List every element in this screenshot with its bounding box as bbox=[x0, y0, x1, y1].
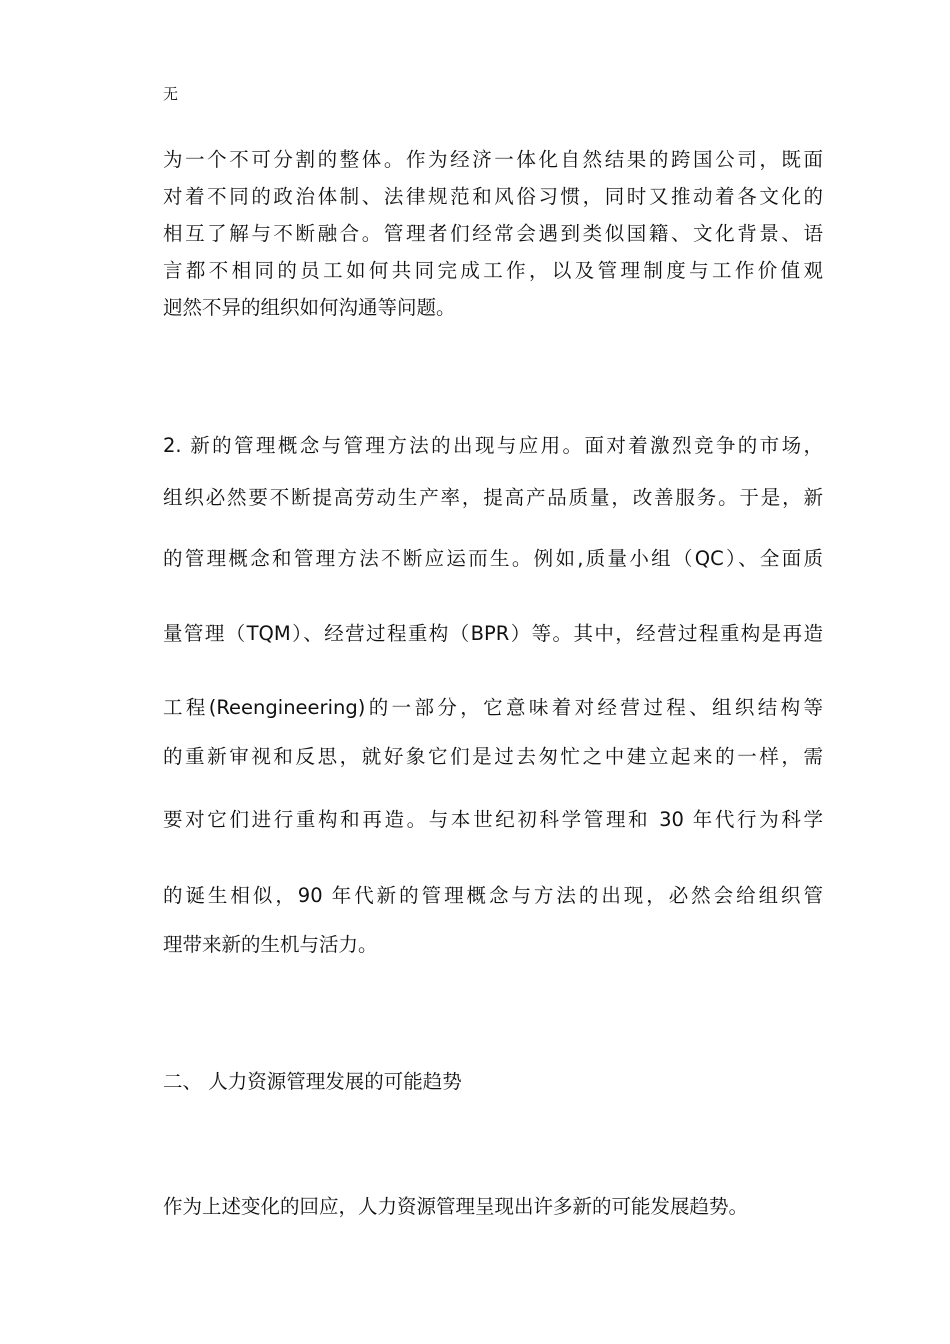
page-header: 无 bbox=[163, 85, 179, 103]
paragraph-3: 作为上述变化的回应，人力资源管理呈现出许多新的可能发展趋势。 bbox=[163, 1195, 749, 1218]
paragraph-line: 2. 新的管理概念与管理方法的出现与应用。面对着激烈竞争的市场， bbox=[163, 434, 823, 457]
paragraph-line: 为一个不可分割的整体。作为经济一体化自然结果的跨国公司，既面 bbox=[163, 148, 823, 171]
paragraph-line: 要对它们进行重构和再造。与本世纪初科学管理和 30 年代行为科学 bbox=[163, 808, 823, 831]
paragraph-line: 迥然不异的组织如何沟通等问题。 bbox=[163, 296, 456, 319]
paragraph-line: 工程(Reengineering)的一部分，它意味着对经营过程、组织结构等 bbox=[163, 696, 823, 719]
section-heading: 二、 人力资源管理发展的可能趋势 bbox=[163, 1070, 462, 1093]
paragraph-line: 组织必然要不断提高劳动生产率，提高产品质量，改善服务。于是，新 bbox=[163, 486, 823, 509]
paragraph-line: 相互了解与不断融合。管理者们经常会遇到类似国籍、文化背景、语 bbox=[163, 222, 823, 245]
paragraph-line: 的管理概念和管理方法不断应运而生。例如,质量小组（QC）、全面质 bbox=[163, 547, 823, 570]
paragraph-line: 言都不相同的员工如何共同完成工作，以及管理制度与工作价值观 bbox=[163, 259, 823, 282]
paragraph-line: 理带来新的生机与活力。 bbox=[163, 933, 378, 956]
paragraph-line: 的诞生相似，90 年代新的管理概念与方法的出现，必然会给组织管 bbox=[163, 884, 823, 907]
paragraph-line: 的重新审视和反思，就好象它们是过去匆忙之中建立起来的一样，需 bbox=[163, 745, 823, 768]
paragraph-line: 对着不同的政治体制、法律规范和风俗习惯，同时又推动着各文化的 bbox=[163, 185, 823, 208]
paragraph-line: 量管理（TQM）、经营过程重构（BPR）等。其中，经营过程重构是再造 bbox=[163, 622, 823, 645]
